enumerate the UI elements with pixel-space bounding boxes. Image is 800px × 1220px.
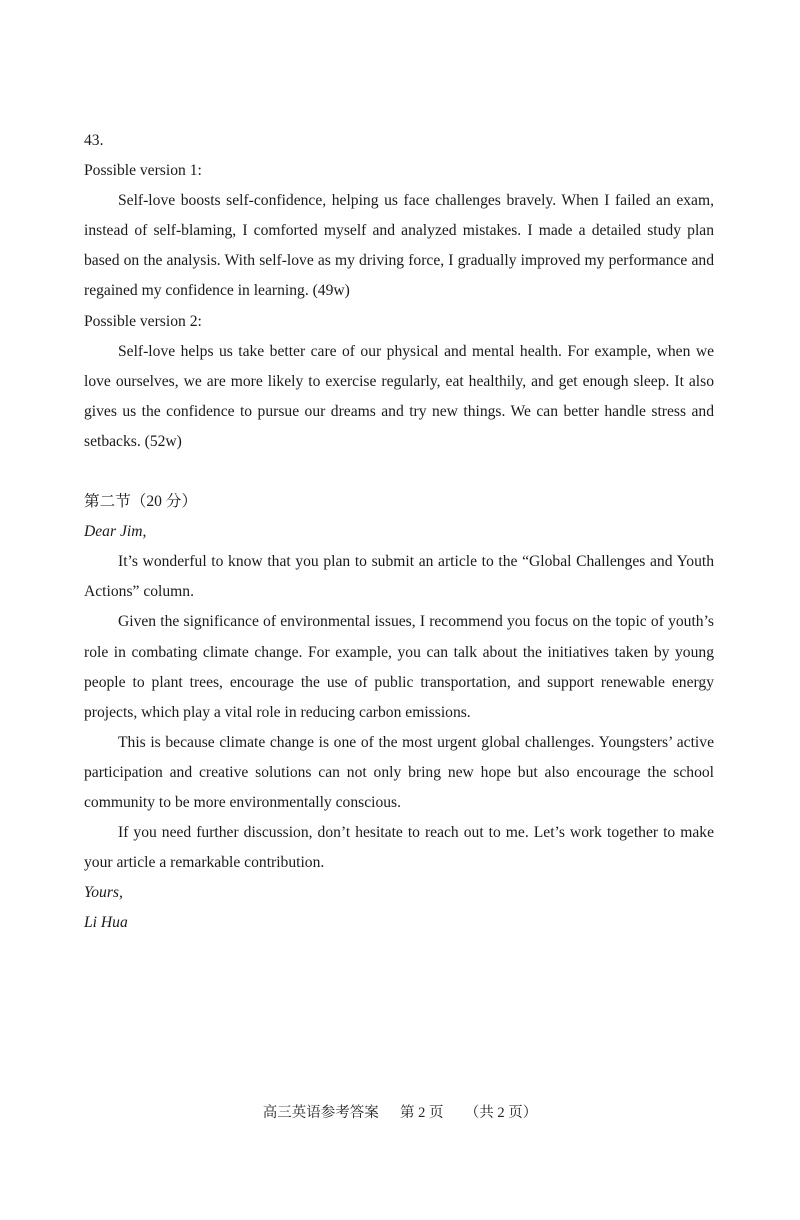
section2-heading: 第二节（20 分） <box>84 493 198 511</box>
version1-label: Possible version 1: <box>84 162 202 180</box>
question-number: 43. <box>84 132 104 149</box>
footer-page-number: 第 2 页 <box>400 1105 444 1121</box>
letter-paragraph: Given the significance of environmental issues, I recommend you focus on the topic of youth’s role in combating climate change. For example, you can talk about the initiatives taken by young people to plant trees, encourage the use of public transportation, and support renewable energy projects, which play a vital role in reducing carbon emissions. <box>84 613 714 721</box>
version2-text: Self-love helps us take better care of our physical and mental health. For example, when we love ourselves, we are more likely to exercise regularly, eat healthily, and get enough sleep. It also gives us the confidence to pursue our dreams and try new things. We can better handle stress and setbacks. (52w) <box>84 342 714 450</box>
letter-closing: Yours, <box>84 884 123 902</box>
document-page <box>84 126 714 938</box>
letter-paragraph: It’s wonderful to know that you plan to submit an article to the “Global Challenges and Youth Actions” column. <box>84 553 714 601</box>
letter-paragraph: This is because climate change is one of the most urgent global challenges. Youngsters’ active participation and creative solutions can not only bring new hope but also encourage the school community to be more environmentally conscious. <box>84 733 714 811</box>
version2-label: Possible version 2: <box>84 312 202 330</box>
section-gap <box>84 457 714 487</box>
letter-salutation: Dear Jim, <box>84 523 147 541</box>
version1-text: Self-love boosts self-confidence, helping us face challenges bravely. When I failed an exam, instead of self-blaming, I comforted myself and analyzed mistakes. I made a detailed study plan based on the analysis. With self-love as my driving force, I gradually improved my performance and regained my confidence in learning. (49w) <box>84 192 714 300</box>
page-footer <box>0 1101 800 1122</box>
footer-title: 高三英语参考答案 <box>262 1105 379 1121</box>
footer-total-pages: （共 2 页） <box>464 1105 538 1121</box>
letter-signature: Li Hua <box>84 914 128 932</box>
letter-paragraph: If you need further discussion, don’t hesitate to reach out to me. Let’s work together to make your article a remarkable contribution. <box>84 824 714 872</box>
